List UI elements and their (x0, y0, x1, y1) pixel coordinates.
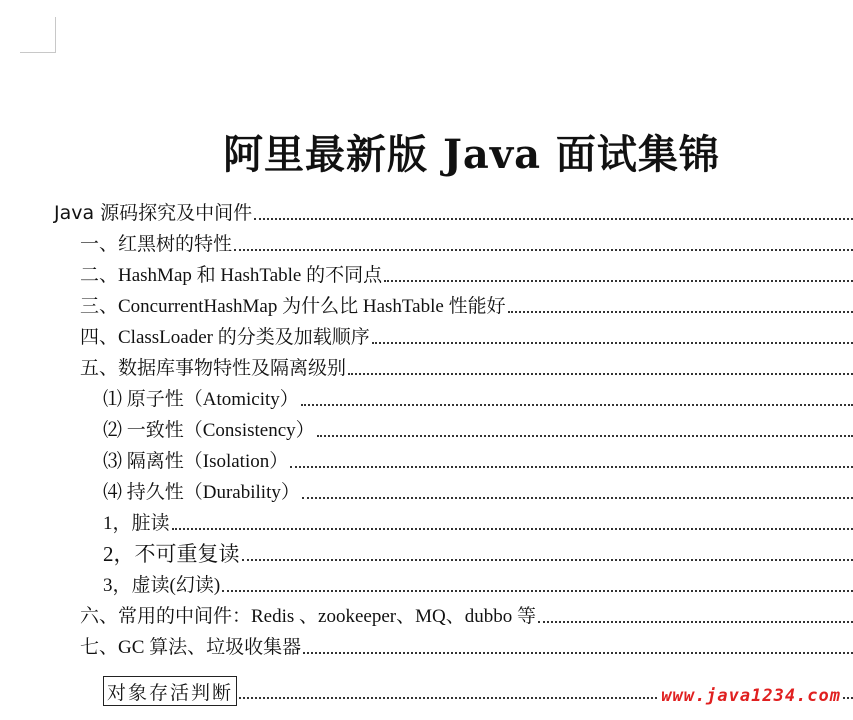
watermark: www.java1234.com (657, 686, 841, 706)
toc-entry-label: ⑴ 原子性（Atomicity） (103, 389, 299, 410)
toc-leader-dots (254, 216, 853, 220)
toc-entry-label: 1，脏读 (103, 513, 170, 534)
toc-entry-concurrenthashmap[interactable] (0, 289, 853, 320)
toc-leader-dots (303, 650, 853, 654)
toc-entry-atomicity[interactable] (0, 382, 853, 413)
toc-entry-label: ⑵ 一致性（Consistency） (103, 420, 315, 441)
toc-leader-dots (290, 464, 853, 468)
toc-entry-label: 七、GC 算法、垃圾收集器 (80, 637, 302, 658)
toc-leader-dots (302, 495, 853, 499)
toc-entry-hashmap-hashtable[interactable] (0, 258, 853, 289)
table-of-contents (0, 196, 853, 706)
toc-leader-dots (301, 402, 853, 406)
toc-entry-label: ⑶ 隔离性（Isolation） (103, 451, 289, 472)
toc-entry-non-repeatable-read[interactable] (0, 537, 853, 568)
toc-entry-label: 对象存活判断 (103, 676, 237, 706)
toc-leader-dots (384, 278, 853, 282)
toc-entry-gc-algorithms[interactable] (0, 630, 853, 661)
toc-entry-label: 二、HashMap 和 HashTable 的不同点 (80, 265, 383, 286)
toc-entry-java-source[interactable] (0, 196, 853, 227)
toc-leader-dots (234, 247, 853, 251)
toc-entry-label: 六、常用的中间件：Redis 、zookeeper、MQ、dubbo 等 (80, 606, 536, 627)
toc-entry-isolation[interactable] (0, 444, 853, 475)
toc-leader-dots (172, 526, 853, 530)
toc-entry-phantom-read[interactable] (0, 568, 853, 599)
page-corner-mark (20, 17, 56, 53)
toc-entry-middleware[interactable] (0, 599, 853, 630)
toc-entry-label: 3，虚读(幻读) (103, 575, 221, 596)
toc-leader-dots (372, 340, 853, 344)
toc-leader-dots (538, 619, 853, 623)
toc-entry-durability[interactable] (0, 475, 853, 506)
toc-entry-label: 一、红黑树的特性 (80, 234, 233, 255)
toc-leader-dots (348, 371, 853, 375)
toc-entry-label: 四、ClassLoader 的分类及加载顺序 (80, 327, 370, 348)
toc-leader-dots (317, 433, 853, 437)
toc-entry-transaction-isolation[interactable] (0, 351, 853, 382)
toc-entry-label: 2，不可重复读 (103, 541, 240, 566)
toc-entry-classloader[interactable] (0, 320, 853, 351)
toc-entry-label: 五、数据库事物特性及隔离级别 (80, 358, 347, 379)
toc-entry-label: Java 源码探究及中间件 (54, 202, 253, 224)
toc-leader-dots (242, 557, 853, 561)
toc-entry-label: 三、ConcurrentHashMap 为什么比 HashTable 性能好 (80, 296, 506, 317)
toc-entry-dirty-read[interactable] (0, 506, 853, 537)
toc-leader-dots (222, 588, 853, 592)
toc-leader-dots (508, 309, 853, 313)
document-title: 阿里最新版 Java 面试集锦 (223, 130, 720, 178)
toc-entry-red-black-tree[interactable] (0, 227, 853, 258)
toc-entry-consistency[interactable] (0, 413, 853, 444)
toc-entry-label: ⑷ 持久性（Durability） (103, 482, 300, 503)
